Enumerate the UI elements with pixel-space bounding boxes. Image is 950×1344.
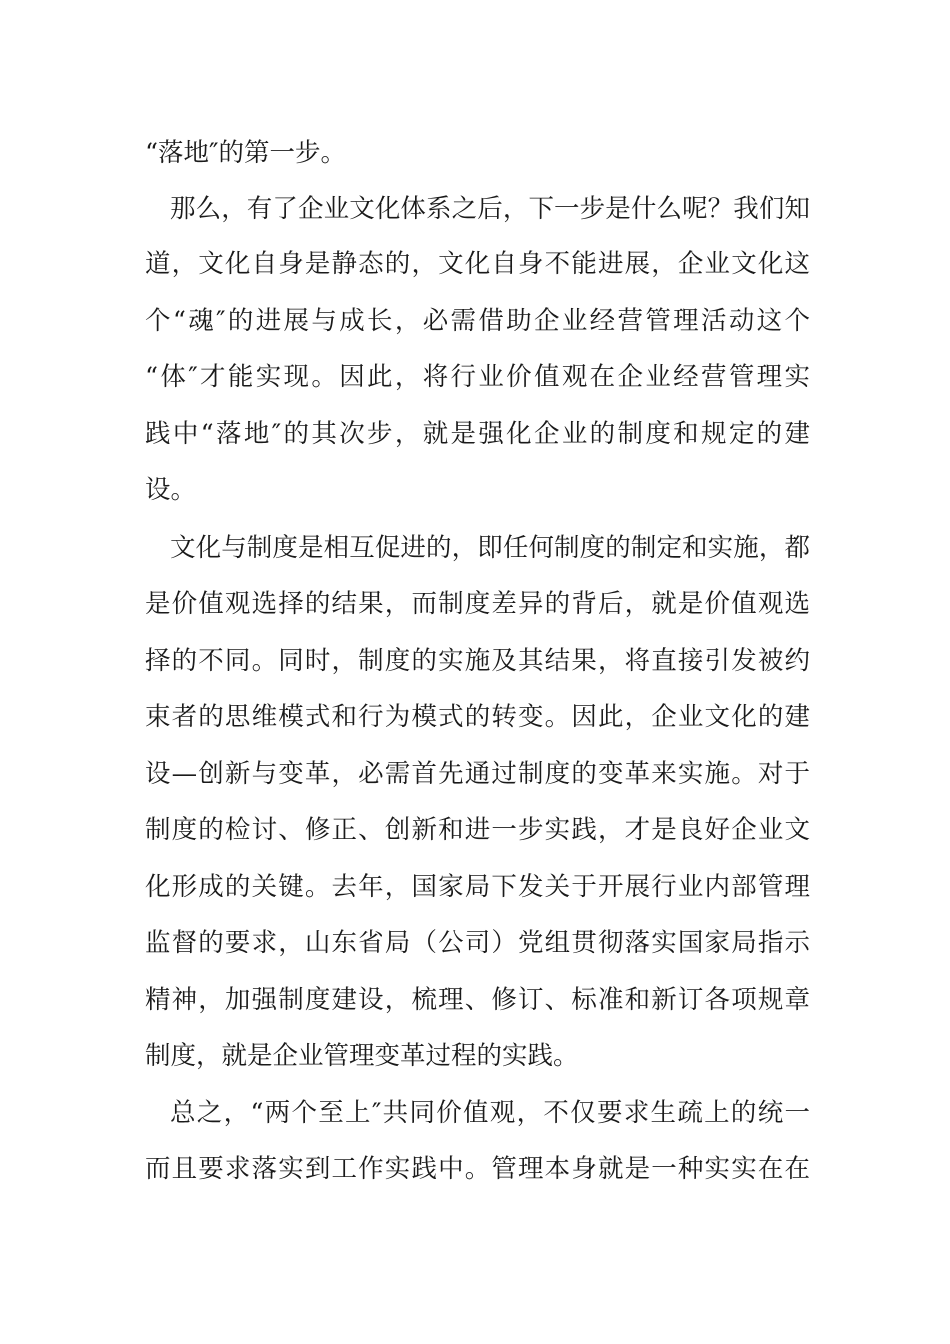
text-line: 践中“落地″的其次步，就是强化企业的制度和规定的建 [145,419,810,449]
text-line: “体″才能实现。因此，将行业价值观在企业经营管理实 [145,362,810,392]
text-line: 文化与制度是相互促进的，即任何制度的制定和实施，都 [170,533,810,563]
text-line: 个“魂″的进展与成长，必需借助企业经营管理活动这个 [145,306,810,336]
text-line: 制度的检讨、修正、创新和进一步实践，才是良好企业文 [145,815,810,845]
text-line: 设。 [145,475,197,505]
text-line: 总之，“两个至上″共同价值观，不仅要求生疏上的统一 [170,1098,810,1128]
text-line: 是价值观选择的结果，而制度差异的背后，就是价值观选 [145,589,810,619]
text-line: 择的不同。同时，制度的实施及其结果，将直接引发被约 [145,646,810,676]
text-line: 化形成的关键。去年，国家局下发关于开展行业内部管理 [145,872,810,902]
text-line: 束者的思维模式和行为模式的转变。因此，企业文化的建 [145,702,810,732]
text-line: 监督的要求，山东省局（公司）党组贯彻落实国家局指示 [145,928,810,958]
text-line: 精神，加强制度建设，梳理、修订、标准和新订各项规章 [145,985,810,1015]
text-line: 而且要求落实到工作实践中。管理本身就是一种实实在在 [145,1154,810,1184]
text-line: “落地″的第一步。 [145,138,347,168]
text-line: 制度，就是企业管理变革过程的实践。 [145,1041,579,1071]
text-line: 道，文化自身是静态的，文化自身不能进展，企业文化这 [145,249,810,279]
text-line: 那么，有了企业文化体系之后，下一步是什么呢？我们知 [170,194,810,224]
text-line: 设—创新与变革，必需首先通过制度的变革来实施。对于 [145,759,810,789]
